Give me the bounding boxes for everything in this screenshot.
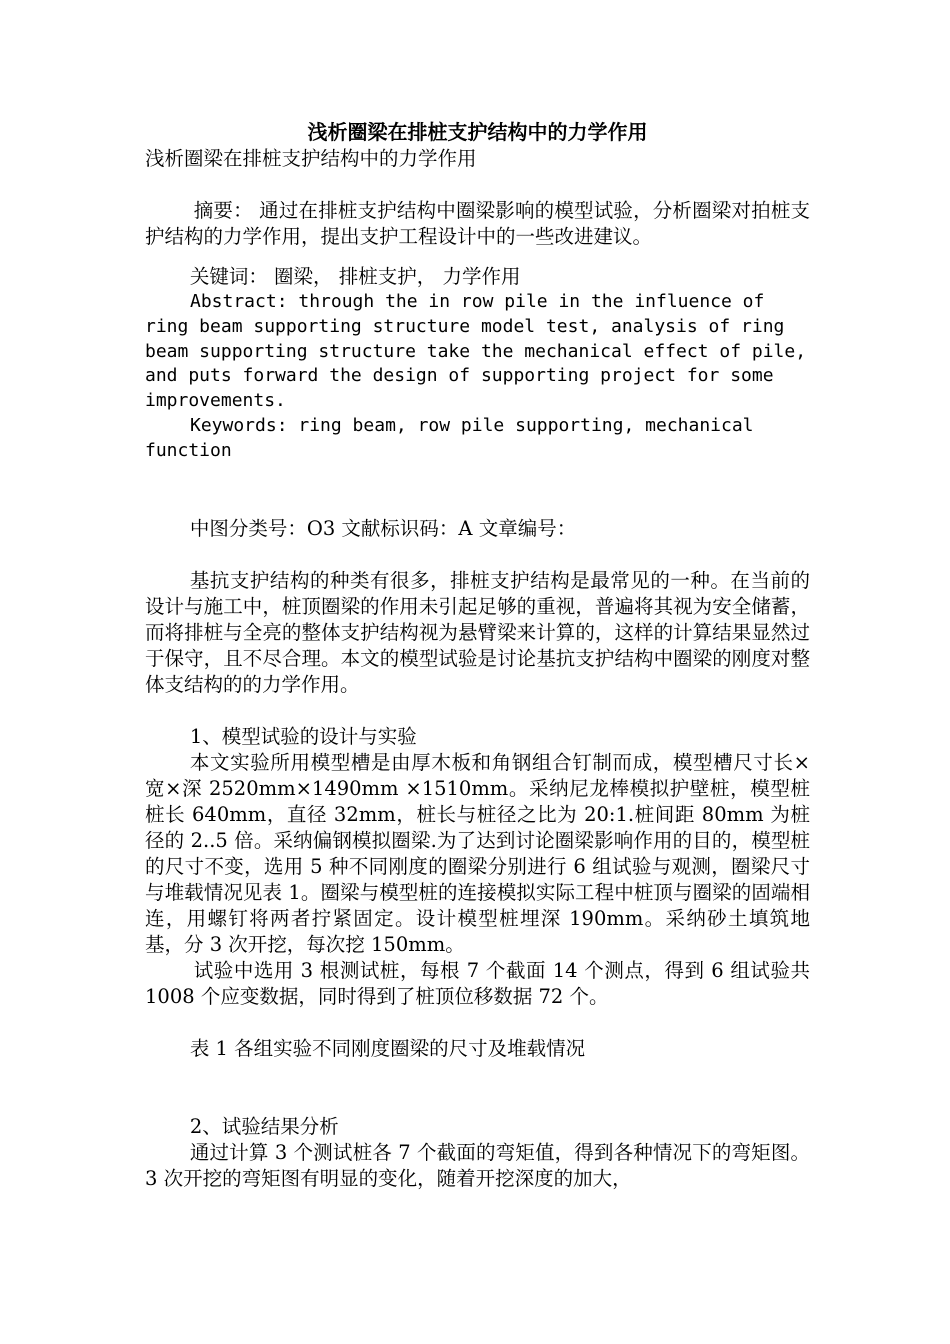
document-subtitle: 浅析圈梁在排桩支护结构中的力学作用 (145, 147, 477, 170)
spacer (145, 250, 810, 264)
classification-line: 中图分类号：O3 文献标识码：A 文章编号： (189, 516, 577, 540)
abstract-en: Abstract: through the in row pile in the influence of ring beam supporting structure model test, analysis of ring beam supporting structure take the mechanical effect of pile, and puts forward the design of supporting project for some improvements. (145, 291, 817, 412)
intro-paragraph: 基抗支护结构的种类有很多，排桩支护结构是最常见的一种。在当前的设计与施工中，桩顶圈梁的作用未引起足够的重视，普遍将其视为安全储蓄，而将排桩与全亮的整体支护结构视为悬臂梁来计算的，这样的计算结果显然过于保守，且不尽合理。本文的模型试验是讨论基抗支护结构中圈梁的刚度对整体支结构的的力学作用。 (145, 568, 810, 696)
spacer (145, 1010, 810, 1036)
spacer (145, 172, 810, 198)
section1-paragraph-1: 本文实验所用模型槽是由厚木板和角钢组合钉制而成，模型槽尺寸长×宽×深 2520mm×1490mm ×1510mm。采纳尼龙棒模拟护壁桩，模型桩桩长 640mm，直径 32mm，桩长与桩径之比为 20:1.桩间距 80mm 为桩径的 2..5 倍。采纳偏钢模拟圈梁.为了达到讨论圈梁影响作用的目的，模型桩的尺寸不变，选用 5 种不同刚度的圈梁分别进行 6 组试验与观测，圈梁尺寸与堆载情况见表 1。圈梁与模型桩的连接模拟实际工程中桩顶与圈梁的固端相连，用螺钉将两者拧紧固定。设计模型桩埋深 190mm。采纳砂土填筑地基，分 3 次开挖，每次挖 150mm。 (145, 750, 810, 956)
section2-paragraph-1: 通过计算 3 个测试桩各 7 个截面的弯矩值，得到各种情况下的弯矩图。3 次开挖的弯矩图有明显的变化，随着开挖深度的加大， (145, 1140, 810, 1190)
section1-heading: 1、模型试验的设计与实验 (189, 724, 417, 748)
section2-heading: 2、试验结果分析 (189, 1114, 339, 1138)
abstract-cn: 摘要： 通过在排桩支护结构中圈梁影响的模型试验，分析圈梁对拍桩支护结构的力学作用，提出支护工程设计中的一些改进建议。 (145, 199, 810, 248)
table-caption: 表 1 各组实验不同刚度圈梁的尺寸及堆载情况 (189, 1036, 586, 1060)
keywords-cn: 关键词： 圈梁， 排桩支护， 力学作用 (189, 265, 521, 288)
document-title: 浅析圈梁在排桩支护结构中的力学作用 (307, 120, 648, 144)
document-page (145, 118, 817, 1192)
spacer (145, 1062, 810, 1114)
spacer (145, 698, 810, 724)
spacer (145, 464, 810, 516)
spacer (145, 542, 810, 568)
keywords-en: Keywords: ring beam, row pile supporting, mechanical function (145, 414, 765, 461)
section1-paragraph-2: 试验中选用 3 根测试桩，每根 7 个截面 14 个测点，得到 6 组试验共 1008 个应变数据，同时得到了桩顶位移数据 72 个。 (145, 958, 810, 1008)
